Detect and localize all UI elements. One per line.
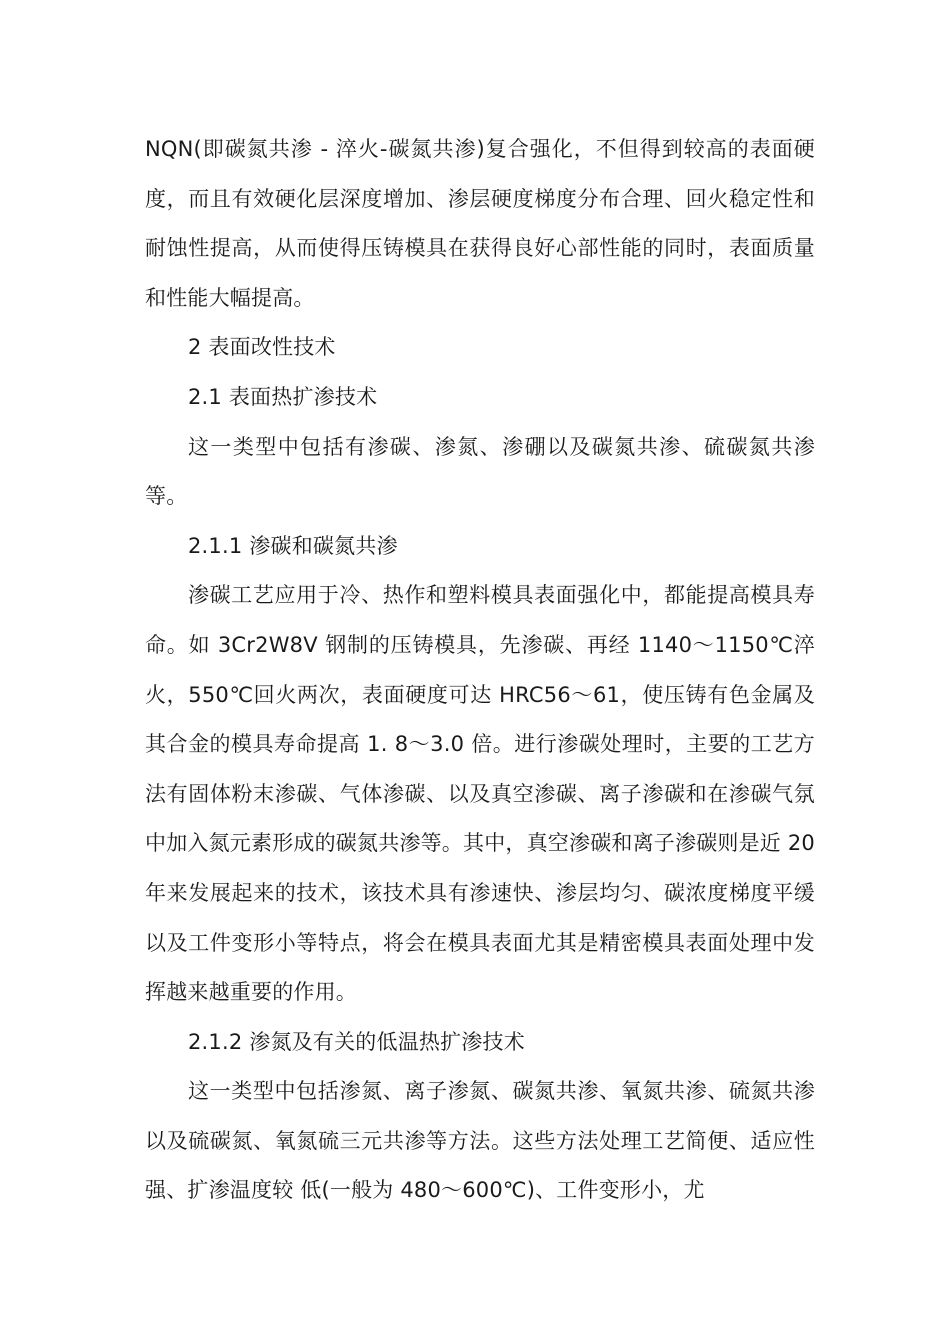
heading-section-2-1-2: 2.1.2 渗氮及有关的低温热扩渗技术 xyxy=(188,1029,525,1054)
heading-section-2: 2 表面改性技术 xyxy=(188,335,336,360)
heading-section-2-1-1: 2.1.1 渗碳和碳氮共渗 xyxy=(188,533,398,558)
heading-section-2-1: 2.1 表面热扩渗技术 xyxy=(188,384,378,409)
paragraph-nqn-composite: NQN(即碳氮共渗 - 淬火-碳氮共渗)复合强化，不但得到较高的表面硬度，而且有效硬化层深度增加、渗层硬度梯度分布合理、回火稳定性和耐蚀性提高，从而使得压铸模具在获得良好心部性能的同时，表面质量和性能大幅提高。 xyxy=(145,137,815,310)
paragraph-nitriding-types: 这一类型中包括渗氮、离子渗氮、碳氮共渗、氧氮共渗、硫氮共渗以及硫碳氮、氧氮硫三元共渗等方法。这些方法处理工艺简便、适应性强、扩渗温度较 低(一般为 480～600℃)、工件变形小，尤 xyxy=(145,1079,815,1203)
document-body xyxy=(145,125,815,1216)
paragraph-carburizing: 渗碳工艺应用于冷、热作和塑料模具表面强化中，都能提高模具寿命。如 3Cr2W8V 钢制的压铸模具，先渗碳、再经 1140～1150℃淬火，550℃回火两次，表面硬度可达 HRC56～61，使压铸有色金属及其合金的模具寿命提高 1. 8～3.0 倍。进行渗碳处理时，主要的工艺方法有固体粉末渗碳、气体渗碳、以及真空渗碳、离子渗碳和在渗碳气氛中加入氮元素形成的碳氮共渗等。其中，真空渗碳和离子渗碳则是近 20 年来发展起来的技术，该技术具有渗速快、渗层均匀、碳浓度梯度平缓以及工件变形小等特点，将会在模具表面尤其是精密模具表面处理中发挥越来越重要的作用。 xyxy=(145,583,815,1005)
paragraph-thermal-diffusion-types: 这一类型中包括有渗碳、渗氮、渗硼以及碳氮共渗、硫碳氮共渗等。 xyxy=(145,434,815,509)
